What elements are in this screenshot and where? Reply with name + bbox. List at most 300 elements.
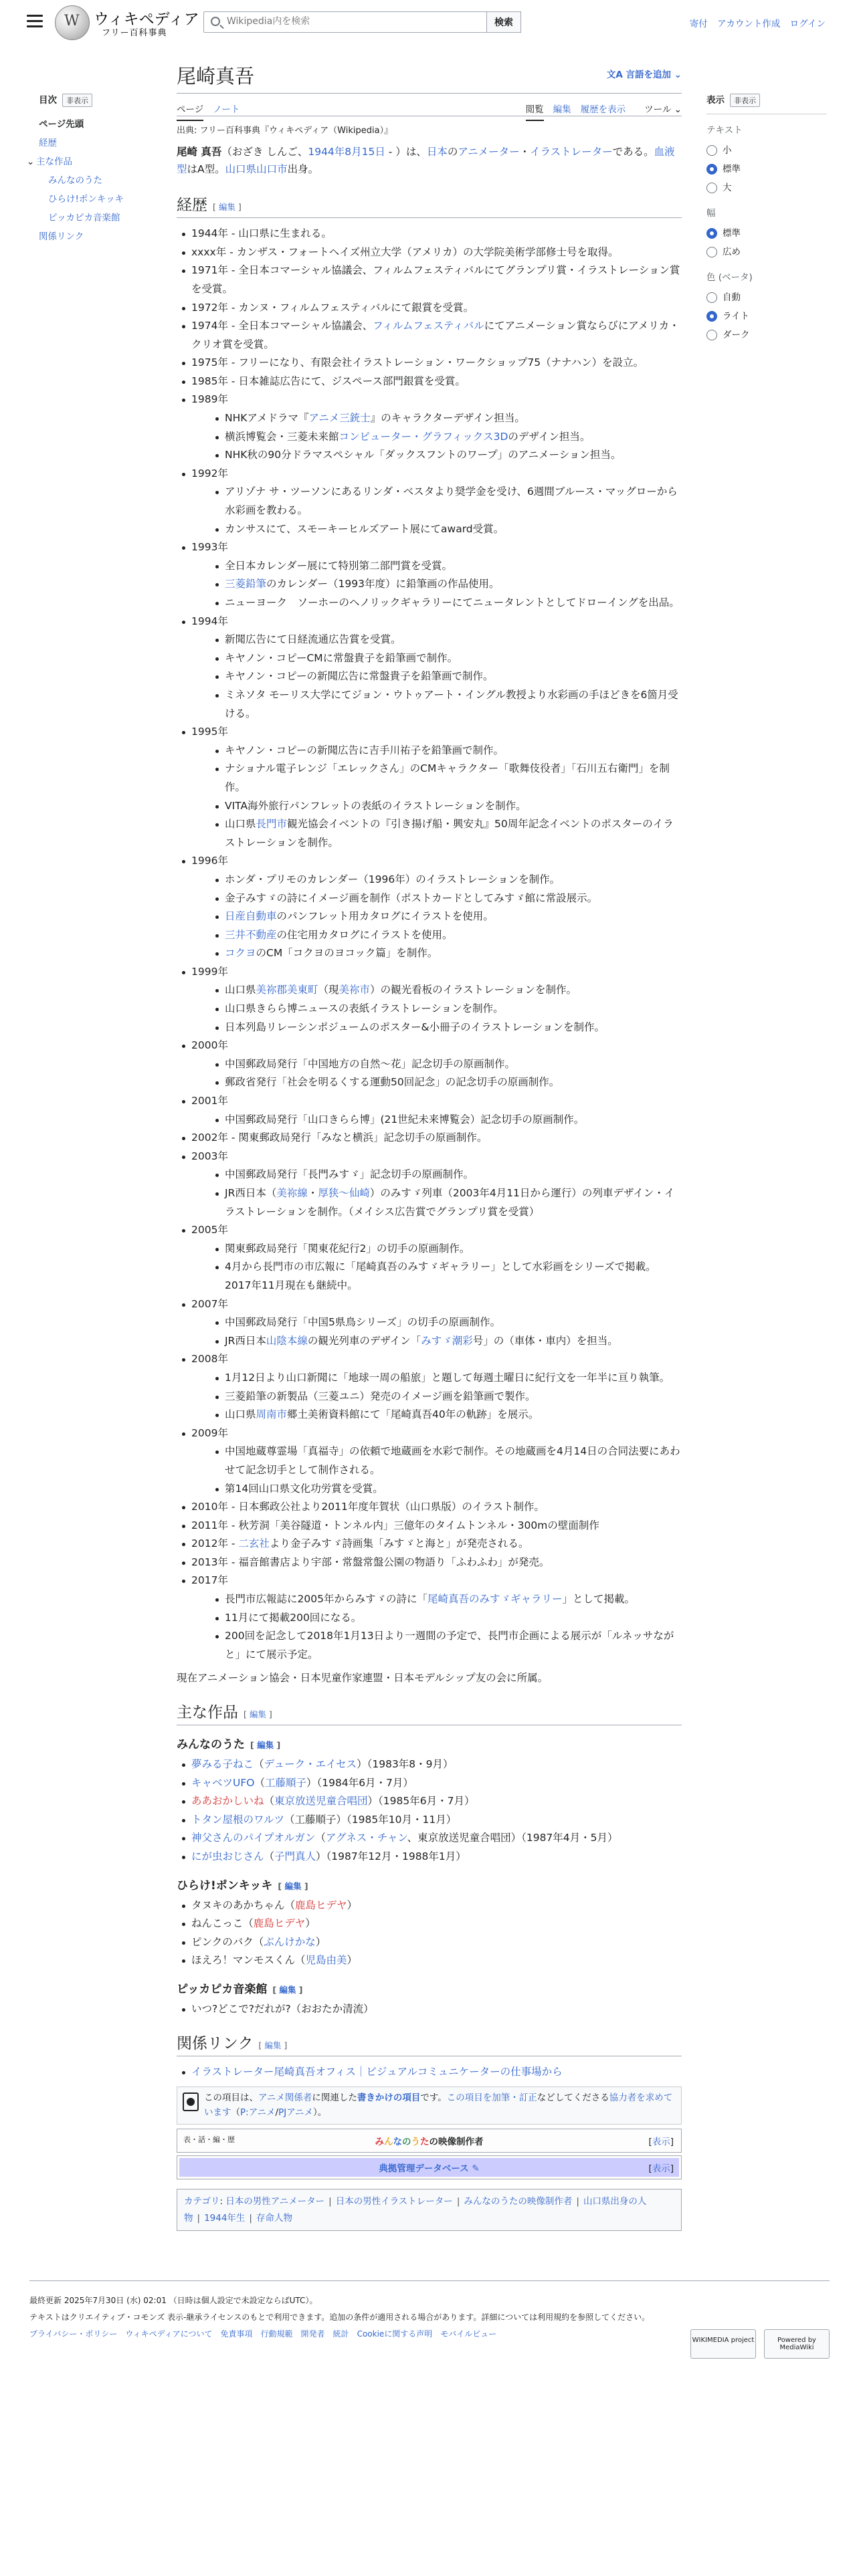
list-item: [210, 1000, 682, 1018]
career-item: [177, 1129, 682, 1148]
radio-button[interactable]: [706, 183, 717, 193]
work-text: ）: [315, 1935, 326, 1948]
stub-link[interactable]: 協力者を求めています: [204, 2092, 673, 2118]
navbox-minna-title-row: [179, 2131, 679, 2150]
radio-button[interactable]: [706, 228, 717, 239]
list-item: [210, 944, 682, 963]
career-text: 1994年: [191, 615, 228, 627]
works-heading: [177, 1700, 682, 1725]
stub-text: ）。: [313, 2107, 327, 2118]
list-item: [210, 1480, 682, 1499]
list-item: [210, 889, 682, 908]
list-item: [210, 1166, 682, 1184]
list-item: [210, 1073, 682, 1092]
career-text: 観光協会イベントの『引き揚げ船・興安丸』50周年記念イベントのポスターのイラストレーションを制作。: [225, 818, 674, 849]
navbox-authority-show[interactable]: [表示]: [648, 2163, 674, 2175]
logo-title[interactable]: ウィキペディア: [94, 11, 199, 28]
work-link[interactable]: 工藤順子: [264, 1776, 306, 1789]
career-link[interactable]: アニメ三銃士: [308, 412, 371, 425]
career-link[interactable]: 長門市: [256, 818, 288, 831]
stub-link[interactable]: この項目を加筆・訂正: [446, 2092, 537, 2104]
navbox-authority-title-row: [179, 2158, 679, 2177]
career-text: 1972年 - カンヌ・フィルムフェスティバルにて銀賞を受賞。: [191, 301, 474, 314]
work-link[interactable]: トタン屋根のワルツ: [191, 1813, 285, 1826]
work-link[interactable]: 子門真人: [274, 1850, 316, 1862]
color-options: [706, 288, 827, 344]
text-size-option[interactable]: [706, 141, 827, 160]
work-link[interactable]: にが虫おじさん: [191, 1850, 264, 1862]
career-item: [177, 354, 682, 372]
toc-item-label: みんなのうた: [48, 175, 102, 186]
list-item: [210, 815, 682, 852]
works-heading-text: 主な作品: [177, 1704, 238, 1722]
toc-item[interactable]: [39, 190, 153, 209]
page-title: [177, 53, 682, 94]
text-size-option-label: 大: [723, 183, 732, 193]
career-edit: [ 編集 ]: [213, 202, 242, 213]
work-link[interactable]: 児島由美: [305, 1954, 347, 1967]
work-link[interactable]: アグネス・チャン: [325, 1832, 407, 1844]
career-text: 全日本カレンダー展にて特別第二部門賞を受賞。: [225, 559, 452, 572]
toc-item[interactable]: [39, 115, 153, 134]
career-item: [177, 1553, 682, 1572]
career-link[interactable]: 美祢市: [339, 984, 371, 996]
career-text: 11月にて掲載200回になる。: [225, 1611, 362, 1624]
career-text: 2008年: [191, 1353, 228, 1366]
stub-text: この項目は、: [204, 2092, 258, 2104]
career-text: アリゾナ サ・ツーソンにあるリンダ・ベスタより奨学金を受け、6週間ブルース・マッグローから水彩画を教わる。: [225, 486, 678, 517]
navbox-authority-show-link[interactable]: 表示: [652, 2163, 670, 2175]
category-separator: |: [249, 2212, 252, 2224]
minna-heading-text: みんなのうた: [177, 1738, 245, 1752]
career-text: ニューヨーク ソーホーのヘノリックギャラリーにてニュータレントとしてドローイングを出品。: [225, 597, 680, 609]
work-link[interactable]: 鹿島ヒデヤ: [295, 1899, 347, 1911]
work-text: ）: [305, 1917, 316, 1930]
career-text: 金子みすゞの詩にイメージ画を制作（ポストカードとしてみすゞ館に常設展示。: [225, 891, 598, 904]
navbox-minna: [177, 2129, 682, 2153]
work-link[interactable]: 神父さんのパイプオルガン: [191, 1832, 316, 1844]
width-option[interactable]: [706, 243, 827, 261]
career-text: xxxx年 - カンザス・フォートヘイズ州立大学（アメリカ）の大学院美術学部修士号を取得。: [191, 245, 619, 258]
career-link[interactable]: 三菱鉛筆: [225, 578, 267, 591]
list-item: [210, 1609, 682, 1628]
navbox-minna-title[interactable]: [375, 2137, 484, 2147]
radio-button[interactable]: [706, 247, 717, 257]
radio-button[interactable]: [706, 164, 717, 175]
toc-list: [27, 115, 153, 246]
work-text: ）: [347, 1954, 358, 1967]
list-item: [210, 483, 682, 520]
list-item: [210, 1313, 682, 1332]
career-link[interactable]: コクヨ: [225, 947, 256, 960]
career-link[interactable]: 日産自動車: [225, 910, 277, 923]
career-sublist: [210, 557, 682, 613]
list-item: [210, 981, 682, 1000]
list-item: [210, 631, 682, 649]
minna-edit: [ 編集 ]: [250, 1740, 281, 1751]
career-item: [177, 1535, 682, 1553]
career-link[interactable]: みすゞ潮彩: [421, 1334, 473, 1347]
lead-link[interactable]: 山口市: [256, 163, 288, 175]
wikipedia-logo-icon[interactable]: [55, 5, 90, 40]
tab-tools[interactable]: ツール ⌄: [644, 104, 682, 115]
minna-heading: [177, 1735, 682, 1751]
career-link[interactable]: フィルムフェスティバル: [373, 320, 484, 332]
navbox-vte[interactable]: 表・話・編・歴: [183, 2135, 235, 2145]
list-item: [210, 871, 682, 889]
text-size-label: テキスト: [706, 125, 743, 136]
career-text: 2005年: [191, 1224, 228, 1237]
add-language-button[interactable]: 文A 言語を追加 ⌄: [606, 70, 682, 80]
minna-edit-link[interactable]: 編集: [257, 1740, 274, 1751]
career-item: [177, 852, 682, 963]
career-sublist: [210, 871, 682, 963]
ponkikki-list: [177, 1897, 682, 1970]
career-list: [177, 225, 682, 1664]
career-text: のデザイン担当。: [508, 430, 591, 443]
radio-button[interactable]: [706, 330, 717, 340]
career-sublist: [210, 631, 682, 723]
footer-link[interactable]: モバイルビュー: [440, 2329, 497, 2339]
list-item: [210, 686, 682, 723]
search-icon: [211, 17, 220, 26]
list-item: [177, 1774, 682, 1793]
work-link[interactable]: 東京放送児童合唱団: [274, 1795, 368, 1808]
navbox-title-text: の: [402, 2137, 411, 2148]
career-text: 号」の（車体・車内）を担当。: [472, 1334, 618, 1347]
stub-text: /: [275, 2107, 279, 2118]
lead-paragraph: [177, 144, 682, 178]
career-text: VITA海外旅行パンフレットの表紙のイラストレーションを制作。: [225, 799, 527, 812]
navbox-authority-title-text: 典拠管理データベース: [379, 2163, 469, 2175]
career-text: 1974年 - 全日本コマーシャル協議会、: [191, 320, 373, 332]
navbox-title-text: な: [393, 2137, 402, 2148]
list-item: [210, 1388, 682, 1406]
ponkikki-edit-link[interactable]: 編集: [284, 1881, 302, 1891]
list-item: [210, 1369, 682, 1388]
color-option-label: ライト: [723, 311, 750, 322]
toc-hide-button[interactable]: 非表示: [62, 94, 92, 107]
radio-button[interactable]: [706, 145, 717, 156]
footer: [29, 2280, 830, 2351]
toc-title: 目次: [39, 95, 57, 106]
create-account-link[interactable]: アカウント作成: [717, 19, 781, 29]
tab-page[interactable]: ページ: [177, 104, 203, 121]
main-menu-icon[interactable]: [27, 15, 43, 29]
career-edit-link[interactable]: 編集: [218, 202, 235, 213]
footer-link[interactable]: Cookieに関する声明: [357, 2329, 433, 2339]
toc-item[interactable]: [39, 134, 153, 152]
career-text: ナショナル電子レンジ「エレックさん」のCMキャラクター「歌舞伎役者」「石川五右衛門」を制作。: [225, 762, 670, 793]
pikka-heading: [177, 1979, 682, 1996]
career-text: 中国地蔵尊霊場「真福寺」の依頼で地蔵画を水彩で制作。その地蔵画を4月14日の合同法要にあわせて記念切手として制作される。: [225, 1445, 680, 1476]
career-text: 日本列島リレーシンポジュームのポスター&小冊子のイラストレーションを制作。: [225, 1021, 605, 1033]
career-text: ミネソタ モーリス大学にてジョン・ウトゥアート・イングル教授より水彩画の手ほどきを6箇月受ける。: [225, 688, 678, 720]
lead-link[interactable]: 日本: [426, 146, 448, 158]
appearance-panel: [706, 92, 827, 344]
career-item: [177, 372, 682, 391]
lead-link[interactable]: 1944年8月15日: [308, 146, 385, 158]
toc-item-label: ひらけ!ポンキッキ: [48, 194, 124, 205]
category-link[interactable]: 日本の男性イラストレーター: [335, 2196, 453, 2208]
career-sublist: [210, 1369, 682, 1424]
lead-link[interactable]: アニメーター: [458, 146, 520, 158]
navbox-title-text: た: [420, 2137, 430, 2148]
navbox-authority-title[interactable]: [379, 2163, 479, 2174]
toc-item-label: 経歴: [39, 138, 57, 148]
career-text: NHKアメドラマ『: [225, 412, 309, 425]
career-link[interactable]: 周南市: [256, 1408, 288, 1421]
login-link[interactable]: ログイン: [789, 19, 826, 29]
career-sublist: [210, 742, 682, 853]
list-item: [210, 797, 682, 816]
pikka-edit: [ 編集 ]: [272, 1984, 303, 1995]
work-text: ）（1985年6月・7月）: [367, 1795, 475, 1808]
list-item: [210, 557, 682, 576]
category-link[interactable]: 存命人物: [256, 2212, 292, 2224]
career-text: 2010年 - 日本郵政公社より2011年度年賀状（山口県版）のイラスト制作。: [191, 1501, 545, 1513]
category-link[interactable]: 1944年生: [204, 2212, 246, 2224]
mediawiki-badge[interactable]: Powered by MediaWiki: [764, 2329, 830, 2359]
stub-link[interactable]: P:アニメ: [240, 2107, 276, 2118]
list-item: [210, 1406, 682, 1424]
text-size-options: [706, 141, 827, 197]
career-link[interactable]: 二玄社: [238, 1537, 270, 1550]
footer-link[interactable]: プライバシー・ポリシー: [29, 2329, 118, 2339]
list-item: [210, 1442, 682, 1479]
work-link[interactable]: デューク・エイセス: [264, 1758, 357, 1771]
list-item: [177, 1755, 682, 1774]
tab-history[interactable]: 履歴を表示: [580, 104, 626, 115]
career-sublist: [210, 1313, 682, 1350]
career-text: キヤノン・コピーCMに常盤貴子を鉛筆画で制作。: [225, 651, 458, 664]
career-text: 中国郵政局発行「山口きらら博」(21世紀未来博覧会）記念切手の原画制作。: [225, 1113, 585, 1125]
closing-paragraph: 現在アニメーション協会・日本児童作家連盟・日本モデルシップ友の会に所属。: [177, 1672, 549, 1685]
work-text: タヌキのあかちゃん（: [191, 1899, 296, 1911]
work-link[interactable]: ぶんけかな: [264, 1935, 316, 1948]
tab-read[interactable]: 閲覧: [526, 104, 544, 121]
career-text: 2001年: [191, 1095, 228, 1107]
toc-item-label: 関係リンク: [39, 231, 84, 242]
career-text: ホンダ・プリモのカレンダー（1996年）のイラストレーションを制作。: [225, 873, 561, 885]
pikka-edit-link[interactable]: 編集: [279, 1984, 296, 1995]
career-text: 1971年 - 全日本コマーシャル協議会、フィルムフェスティバルにてグランプリ賞・イラストレーション賞を受賞。: [191, 264, 680, 295]
list-item: [210, 446, 682, 465]
career-heading-text: 経歴: [177, 197, 207, 215]
links-edit-link[interactable]: 編集: [264, 2040, 282, 2050]
lead-text: - ）は、: [385, 146, 427, 158]
list-item: [210, 1627, 682, 1664]
work-link[interactable]: キャベツUFO: [191, 1776, 255, 1789]
career-text: JR西日本: [225, 1334, 266, 1347]
career-item: [177, 1572, 682, 1664]
list-item: [210, 649, 682, 668]
lead-link[interactable]: 山口県: [225, 163, 257, 175]
toc-item[interactable]: [27, 152, 153, 171]
edit-pencil-icon[interactable]: ✎: [472, 2163, 480, 2175]
career-text: 」として掲載。: [562, 1593, 635, 1606]
donate-link[interactable]: 寄付: [689, 19, 708, 29]
list-item: [210, 926, 682, 945]
list-item: [210, 1111, 682, 1130]
career-item: [177, 1424, 682, 1498]
career-text: 郵政省発行「社会を明るくする運動50回記念」の記念切手の原画制作。: [225, 1076, 560, 1089]
career-text: 200回を記念して2018年1月13日より一週間の予定で、長門市企画による展示が「ルネッサながと」にて展示予定。: [225, 1630, 674, 1660]
category-list: [184, 2196, 646, 2223]
list-item: [177, 1848, 682, 1866]
work-text: （: [264, 1850, 275, 1862]
toc-item[interactable]: [39, 171, 153, 190]
color-option[interactable]: [706, 288, 827, 307]
work-link[interactable]: ああおかしいね: [191, 1795, 264, 1808]
career-item: [177, 465, 682, 538]
career-text: 2007年: [191, 1297, 228, 1310]
category-link[interactable]: 日本の男性アニメーター: [225, 2196, 325, 2208]
career-link[interactable]: 美祢郡美東町: [256, 984, 318, 996]
footer-link[interactable]: ウィキペディアについて: [125, 2329, 213, 2339]
search-button[interactable]: 検索: [486, 11, 521, 33]
list-item: [210, 1184, 682, 1221]
list-item: [210, 907, 682, 926]
pikka-heading-text: ピッカピカ音楽館: [177, 1982, 268, 1996]
list-item: [210, 594, 682, 613]
list-item: [210, 1258, 682, 1295]
career-text: JR西日本（: [225, 1187, 277, 1199]
color-option[interactable]: [706, 307, 827, 326]
footer-link[interactable]: 開発者: [300, 2329, 325, 2339]
career-text: 山口県: [225, 818, 256, 831]
color-option[interactable]: [706, 326, 827, 344]
career-text: 長門市広報誌に2005年からみすゞの詩に「: [225, 1593, 427, 1606]
career-link[interactable]: 美祢線: [276, 1187, 308, 1199]
category-separator: |: [456, 2196, 460, 2208]
toc-item-label: 主な作品: [36, 156, 72, 167]
stub-link[interactable]: 書きかけの項目: [357, 2092, 421, 2104]
career-item: [177, 1350, 682, 1424]
list-item: [210, 428, 682, 447]
works-edit-link[interactable]: 編集: [249, 1709, 266, 1720]
footer-link[interactable]: 免責事項: [220, 2329, 253, 2339]
career-link[interactable]: 三井不動産: [225, 928, 277, 941]
toc-item[interactable]: [39, 227, 153, 246]
career-item: [177, 243, 682, 262]
radio-button[interactable]: [706, 292, 717, 303]
work-text: （: [315, 1832, 326, 1844]
career-text: 』のキャラクターデザイン担当。: [370, 412, 525, 425]
text-size-option[interactable]: [706, 179, 827, 197]
career-text: キヤノン・コピーの新聞広告に吉手川祐子を鉛筆画で制作。: [225, 744, 504, 756]
career-link[interactable]: コンピューター・グラフィックス3D: [339, 430, 508, 443]
width-label: 幅: [706, 208, 716, 219]
career-sublist: [210, 1055, 682, 1092]
category-links: カテゴリ: 日本の男性アニメーター | 日本の男性イラストレーター | みんなのうたの映像制作者 | 山口県出身の人物 | 1944年生 | 存命人物: [177, 2189, 682, 2231]
article-content: [177, 53, 682, 2231]
minna-list: [177, 1755, 682, 1866]
career-link[interactable]: 尾崎真吾のみすゞギャラリー: [427, 1593, 563, 1606]
career-link[interactable]: 山陰本線: [266, 1334, 308, 1347]
toc-item[interactable]: [39, 209, 153, 227]
category-link[interactable]: 山口県出身の人物: [184, 2196, 647, 2224]
tab-tools-label: ツール: [644, 104, 672, 115]
work-link[interactable]: 鹿島ヒデヤ: [253, 1917, 306, 1930]
career-text: 三菱鉛筆の新製品（三菱ユニ）発売のイメージ画を鉛筆画で製作。: [225, 1390, 536, 1402]
stub-text: です。: [420, 2092, 447, 2104]
appearance-hide-button[interactable]: 非表示: [730, 94, 760, 107]
work-text: いつ?どこで?だれが?（おおたか清流）: [191, 2002, 374, 2015]
list-item: [177, 1792, 682, 1811]
list-item: [210, 575, 682, 594]
career-text: 1999年: [191, 965, 228, 978]
stub-link[interactable]: PJアニメ: [278, 2107, 314, 2118]
career-text: 1995年: [191, 726, 228, 738]
list-item: [177, 1829, 682, 1848]
career-link[interactable]: 厚狭〜仙崎: [318, 1187, 370, 1199]
external-link[interactable]: イラストレーター尾崎真吾オフィス｜ビジュアルコミュニケーターの仕事場から: [191, 2065, 563, 2078]
stub-text: に関連した: [312, 2092, 357, 2104]
footer-link[interactable]: 行動規範: [260, 2329, 293, 2339]
career-item: [177, 317, 682, 354]
list-item: [210, 409, 682, 428]
footer-link[interactable]: 統計: [332, 2329, 349, 2339]
navbox-title-text: の映像制作者: [429, 2137, 484, 2148]
career-text: 中国郵政局発行「中国地方の自然〜花」記念切手の原画制作。: [225, 1057, 516, 1070]
work-text: ）（1984年6月・7月）: [306, 1776, 413, 1789]
career-text: のパンフレット用カタログにイラストを使用。: [276, 910, 494, 923]
career-text: 2003年: [191, 1150, 228, 1162]
career-item: [177, 299, 682, 318]
lead-text: 尾崎 真吾: [177, 146, 222, 158]
career-text: 2002年 - 関東郵政局発行「みなと横浜」記念切手の原画制作。: [191, 1132, 488, 1144]
lead-link[interactable]: 血液型: [177, 146, 675, 175]
toc-item-label: ページ先頭: [39, 119, 84, 130]
list-item: [210, 760, 682, 796]
tab-edit[interactable]: 編集: [553, 104, 571, 115]
wikimedia-badge[interactable]: WIKIMEDIA project: [690, 2329, 756, 2359]
tab-talk[interactable]: ノート: [213, 104, 240, 115]
navbox-minna-show-link[interactable]: 表示: [652, 2137, 670, 2148]
list-item: [177, 1811, 682, 1830]
career-item: [177, 1092, 682, 1129]
list-item: [210, 1590, 682, 1609]
career-text: 中国郵政局発行「中国5県鳥シリーズ」の切手の原画制作。: [225, 1316, 501, 1329]
career-text: ・: [307, 1187, 318, 1199]
list-item: [177, 1915, 682, 1933]
career-sublist: [210, 1590, 682, 1664]
navbox-title-text: ん: [384, 2137, 393, 2148]
career-sublist: [210, 1240, 682, 1295]
lead-text: （おざき しんご、: [221, 146, 308, 158]
list-item: [210, 742, 682, 760]
categories-label[interactable]: カテゴリ: [184, 2196, 220, 2208]
list-item: [210, 1240, 682, 1259]
search-input[interactable]: [227, 16, 481, 27]
work-text: （: [254, 1758, 264, 1771]
work-link[interactable]: 夢みる子ねこ: [191, 1758, 254, 1771]
career-text: 4月から長門市の市広報に「尾崎真吾のみすゞギャラリー」として水彩画をシリーズで掲載。2017年11月現在も継続中。: [225, 1261, 656, 1291]
radio-button[interactable]: [706, 311, 717, 322]
lead-link[interactable]: イラストレーター: [530, 146, 613, 158]
navbox-minna-show[interactable]: [表示]: [648, 2137, 674, 2148]
career-text: より金子みすゞ詩画集「みすゞと海と」が発売される。: [269, 1537, 529, 1550]
stub-link[interactable]: アニメ関係者: [258, 2092, 312, 2104]
toc-header: [39, 92, 153, 107]
width-option[interactable]: [706, 224, 827, 243]
category-link[interactable]: みんなのうたの映像制作者: [464, 2196, 573, 2208]
chevron-down-icon[interactable]: ⌄: [27, 156, 35, 167]
search-box[interactable]: [203, 11, 487, 33]
text-size-option[interactable]: [706, 160, 827, 179]
stub-text: などしてくださる: [537, 2092, 609, 2104]
